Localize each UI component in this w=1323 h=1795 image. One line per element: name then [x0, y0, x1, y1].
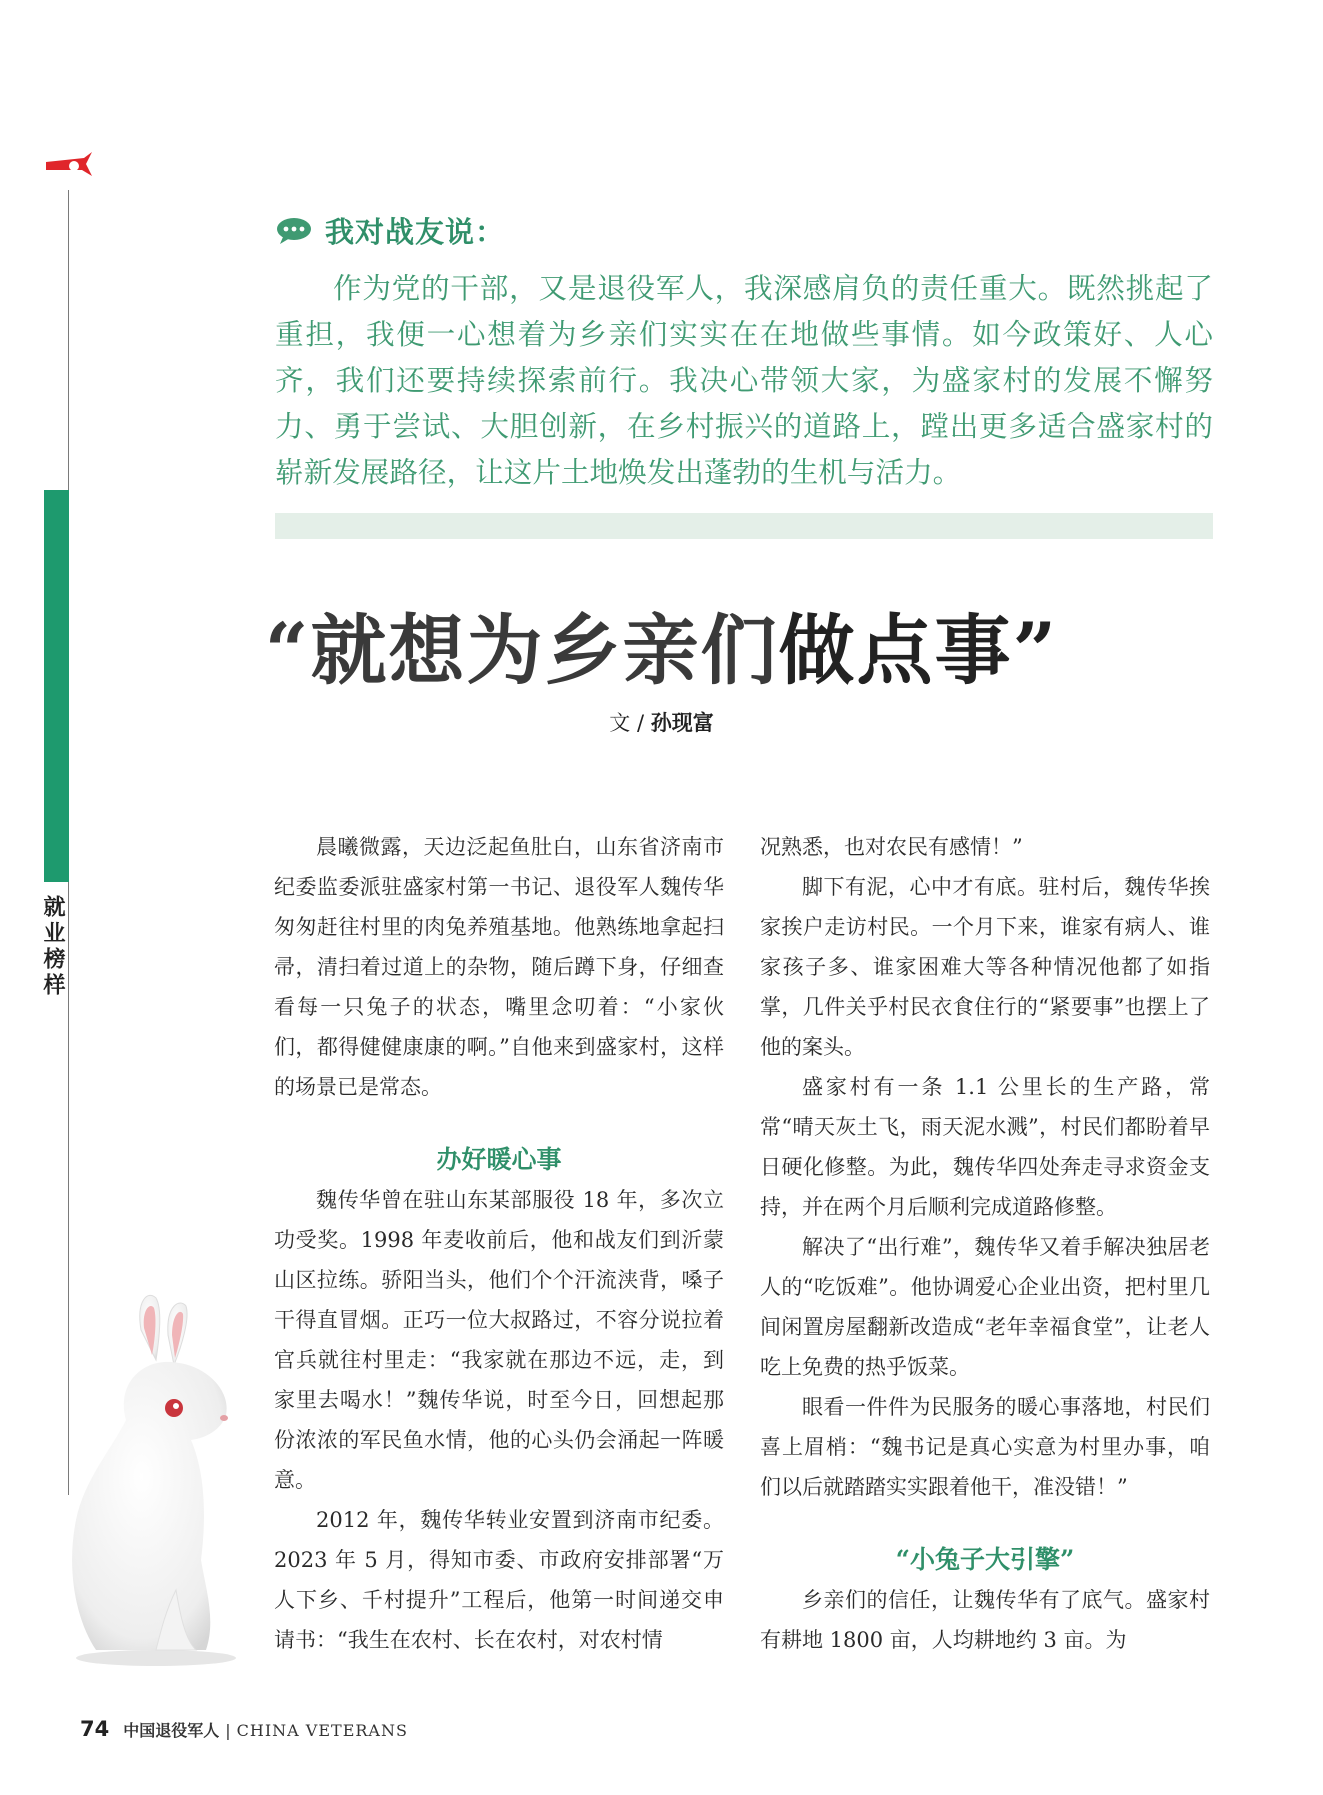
- footer-separator: |: [225, 1721, 231, 1740]
- author-name: 孙现富: [650, 711, 714, 735]
- publication-name-en: CHINA VETERANS: [236, 1721, 408, 1740]
- magazine-logo-icon: [44, 150, 94, 182]
- paragraph: 晨曦微露，天边泛起鱼肚白，山东省济南市纪委监委派驻盛家村第一书记、退役军人魏传华匆匆赶往村里的肉兔养殖基地。他熟练地拿起扫帚，清扫着过道上的杂物，随后蹲下身，仔细查看每一只兔子的状态，嘴里念叨着：“小家伙们，都得健健康康的啊。”自他来到盛家村，这样的场景已是常态。: [274, 835, 724, 1099]
- subheading: 办好暖心事: [436, 1145, 562, 1174]
- paragraph: 脚下有泥，心中才有底。驻村后，魏传华挨家挨户走访村民。一个月下来，谁家有病人、谁家孩子多、谁家困难大等各种情况他都了如指掌，几件关乎村民衣食住行的“紧要事”也摆上了他的案头。: [760, 875, 1210, 1059]
- quote-body: [275, 265, 1213, 495]
- paragraph: 魏传华曾在驻山东某部服役 18 年，多次立功受奖。1998 年麦收前后，他和战友们到沂蒙山区拉练。骄阳当头，他们个个汗流浃背，嗓子干得直冒烟。正巧一位大叔路过，不容分说拉着官兵就往村里走：“我家就在那边不远，走，到家里去喝水！”魏传华说，时至今日，回想起那份浓浓的军民鱼水情，他的心头仍会涌起一阵暖意。: [274, 1188, 724, 1492]
- subheading: “小兔子大引擎”: [895, 1545, 1075, 1574]
- page-footer: [80, 1717, 408, 1741]
- chat-bubble-icon: [275, 217, 313, 245]
- article-title: [0, 590, 1323, 699]
- paragraph: 2012 年，魏传华转业安置到济南市纪委。2023 年 5 月，得知市委、市政府安排部署“万人下乡、千村提升”工程后，他第一时间递交申请书：“我生在农村、长在农村，对农村情: [274, 1508, 724, 1652]
- paragraph: 乡亲们的信任，让魏传华有了底气。盛家村有耕地 1800 亩，人均耕地约 3 亩。为: [760, 1588, 1210, 1652]
- article-column-left: [274, 827, 724, 1660]
- page-number: 74: [80, 1717, 110, 1741]
- byline: [0, 707, 1323, 737]
- article-column-right: [760, 827, 1210, 1660]
- byline-prefix: 文 /: [609, 711, 651, 735]
- paragraph: 盛家村有一条 1.1 公里长的生产路，常常“晴天灰土飞，雨天泥水溅”，村民们都盼着早日硬化修整。为此，魏传华四处奔走寻求资金支持，并在两个月后顺利完成道路修整。: [760, 1075, 1210, 1219]
- quote-body-text: 作为党的干部，又是退役军人，我深感肩负的责任重大。既然挑起了重担，我便一心想着为乡亲们实实在在地做些事情。如今政策好、人心齐，我们还要持续探索前行。我决心带领大家，为盛家村的发展不懈努力、勇于尝试、大胆创新，在乡村振兴的道路上，蹚出更多适合盛家村的崭新发展路径，让这片土地焕发出蓬勃的生机与活力。: [275, 271, 1213, 489]
- paragraph: 眼看一件件为民服务的暖心事落地，村民们喜上眉梢：“魏书记是真心实意为村里办事，咱们以后就踏踏实实跟着他干，准没错！”: [760, 1395, 1210, 1499]
- paragraph: 况熟悉，也对农民有感情！”: [760, 835, 1023, 859]
- article-title-regular: “就想为乡亲们: [264, 606, 779, 695]
- quote-heading-text: 我对战友说：: [325, 215, 506, 249]
- rabbit-photo: [56, 1290, 256, 1670]
- paragraph: 解决了“出行难”，魏传华又着手解决独居老人的“吃饭难”。他协调爱心企业出资，把村里几间闲置房屋翻新改造成“老年幸福食堂”，让老人吃上免费的热乎饭菜。: [760, 1235, 1210, 1379]
- section-label: 就业榜样: [40, 895, 65, 999]
- quote-divider-band: [275, 513, 1213, 539]
- quote-heading: [275, 210, 505, 251]
- article-title-bold: 做点事”: [778, 606, 1059, 695]
- publication-name-cn: 中国退役军人: [123, 1721, 220, 1740]
